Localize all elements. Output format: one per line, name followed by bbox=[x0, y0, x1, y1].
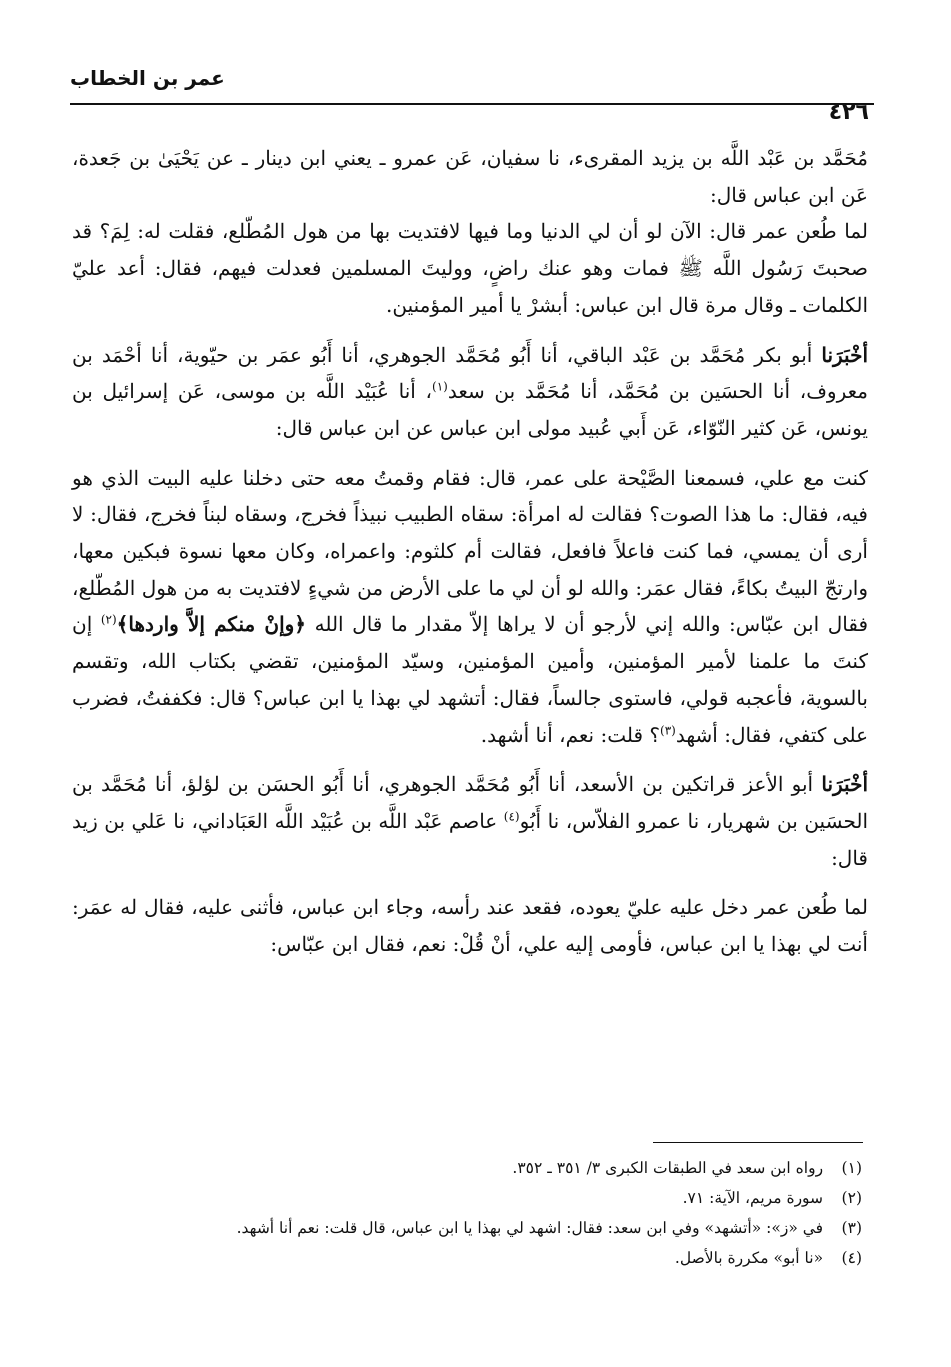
footnote bbox=[72, 1153, 862, 1183]
footnote-number: (٢) bbox=[841, 1189, 862, 1207]
footnote-rule bbox=[653, 1142, 863, 1143]
paragraph-3 bbox=[72, 337, 868, 447]
narration-text: كنت مع علي، فسمعنا الصَّيْحة على عمر، قال: فقام وقمتُ معه حتى دخلنا عليه البيت الذي هو فيه، فقال: ما هذا الصوت؟ فقالت له امرأة: سقاه الطبيب نبيذاً فخرج، وسقاه لبناً فخرج، فقال: لا أرى أن يمسي، فما كنت فاعلاً فافعل، فقالت أم كلثوم: واعمراه، وكان معها نسوة فبكين معها، وارتجّ البيتُ بكاءً، فقال عمَر: والله لو أن لي ما على الأرض من شيءٍ لافتديت به من هول المُطّلع، فقال ابن عبّاس: والله إني لأرجو أن لا يراها إلاّ مقدار ما قال الله bbox=[72, 465, 869, 637]
footnotes bbox=[72, 1153, 862, 1273]
quran-verse: ﴿وإنْ منكم إلاَّ واردها﴾ bbox=[116, 612, 307, 637]
main-text bbox=[72, 140, 868, 963]
narration-text-cont: إن كنتَ ما علمنا لأمير المؤمنين، وأمين المؤمنين، وسيّد المؤمنين، تقضي بكتاب الله، وتقسم بالسوية، فأعجبه قولي، فاستوى جالساً، فقال: أتشهد لي بهذا يا ابن عباس؟ قال: فكففتُ، فضرب على كتفي، فقال: أشهد bbox=[72, 612, 868, 747]
paragraph-6: لما طُعن عمر دخل عليه عليّ يعوده، فقعد عند رأسه، وجاء ابن عباس، فأثنى عليه، فقال له عمَر: أنت لي بهذا يا ابن عباس، فأومى إليه علي، أنْ قُلْ: نعم، فقال ابن عبّاس: bbox=[72, 895, 868, 957]
footnote-text: «نا أبو» مكررة بالأصل. bbox=[674, 1249, 824, 1267]
isnad-text: أبو بكر مُحَمَّد بن عَبْد الباقي، أنا أَبُو مُحَمَّد الجوهري، أنا أَبُو عمَر بن حيّوية، أنا أحْمَد بن معروف، أنا الحسَين بن مُحَمَّد، أنا مُحَمَّد بن سعد bbox=[72, 342, 868, 404]
paragraph-5 bbox=[72, 766, 868, 876]
footnote-number: (١) bbox=[841, 1159, 862, 1177]
footnote-text: في «ز»: «أتشهد» وفي ابن سعد: فقال: اشهد لي بهذا يا ابن عباس، قال قلت: نعم أنا أشهد. bbox=[236, 1219, 824, 1237]
running-title: عمر بن الخطاب bbox=[70, 66, 225, 90]
isnad-text: أبو الأعز قراتكين بن الأسعد، أنا أَبُو مُحَمَّد الجوهري، أنا أَبُو الحسَن بن لؤلؤ، أنا مُحَمَّد بن الحسَين بن شهريار، نا عمرو الفلاّس، نا أَبُو bbox=[72, 772, 868, 833]
footnote bbox=[72, 1213, 862, 1243]
footnote-number: (٤) bbox=[841, 1249, 862, 1267]
isnad-text-cont: عاصم عَبْد اللَّه بن عُبَيْد اللَّه العَبَاداني، نا عَلي بن زيد قال: bbox=[72, 808, 868, 870]
isnad-text-cont: ، أنا عُبَيْد اللَّه بن موسى، عَن إسرائيل بن يونس، عَن كثير النّوّاء، عَن أَبي عُبيد مولى ابن عباس عن ابن عباس قال: bbox=[72, 379, 868, 440]
footnote-ref-1: (١) bbox=[432, 379, 448, 394]
footnote-ref-3: (٣) bbox=[660, 722, 676, 737]
akhbarana-keyword: أخْبَرَنا bbox=[821, 772, 868, 797]
akhbarana-keyword: أخْبَرَنا bbox=[821, 342, 869, 367]
footnote-ref-4: (٤) bbox=[503, 809, 520, 824]
page-number: ٤٢٦ bbox=[828, 100, 869, 125]
header-rule bbox=[70, 103, 874, 105]
footnote-text: رواه ابن سعد في الطبقات الكبرى ٣/ ٣٥١ ـ ٣٥٢. bbox=[512, 1159, 824, 1177]
footnote-number: (٣) bbox=[841, 1219, 862, 1237]
footnote-text: سورة مريم، الآية: ٧١. bbox=[682, 1189, 824, 1207]
footnote bbox=[72, 1243, 862, 1273]
footnote-ref-2: (٢) bbox=[100, 612, 117, 627]
paragraph-4 bbox=[72, 460, 868, 754]
narration-text-end: ؟ قلت: نعم، أنا أشهد. bbox=[480, 722, 660, 747]
paragraph-1: مُحَمَّد بن عَبْد اللَّه بن يزيد المقرىء، نا سفيان، عَن عمرو ـ يعني ابن دينار ـ عن يَحْيَىٰ بن جَعدة، عَن ابن عباس قال: bbox=[72, 146, 868, 207]
footnote bbox=[72, 1183, 862, 1213]
paragraph-2: لما طُعن عمر قال: الآن لو أن لي الدنيا وما فيها لافتديت بها من هول المُطّلع، فقلت له: لِمَ؟ قد صحبتَ رَسُول اللَّه ﷺ فمات وهو عنك راضٍ، ووليتَ المسلمين فعدلت فيهم، فقال: أعد عليّ الكلمات ـ وقال مرة قال ابن عباس: أبشرْ يا أمير المؤمنين. bbox=[72, 219, 868, 317]
